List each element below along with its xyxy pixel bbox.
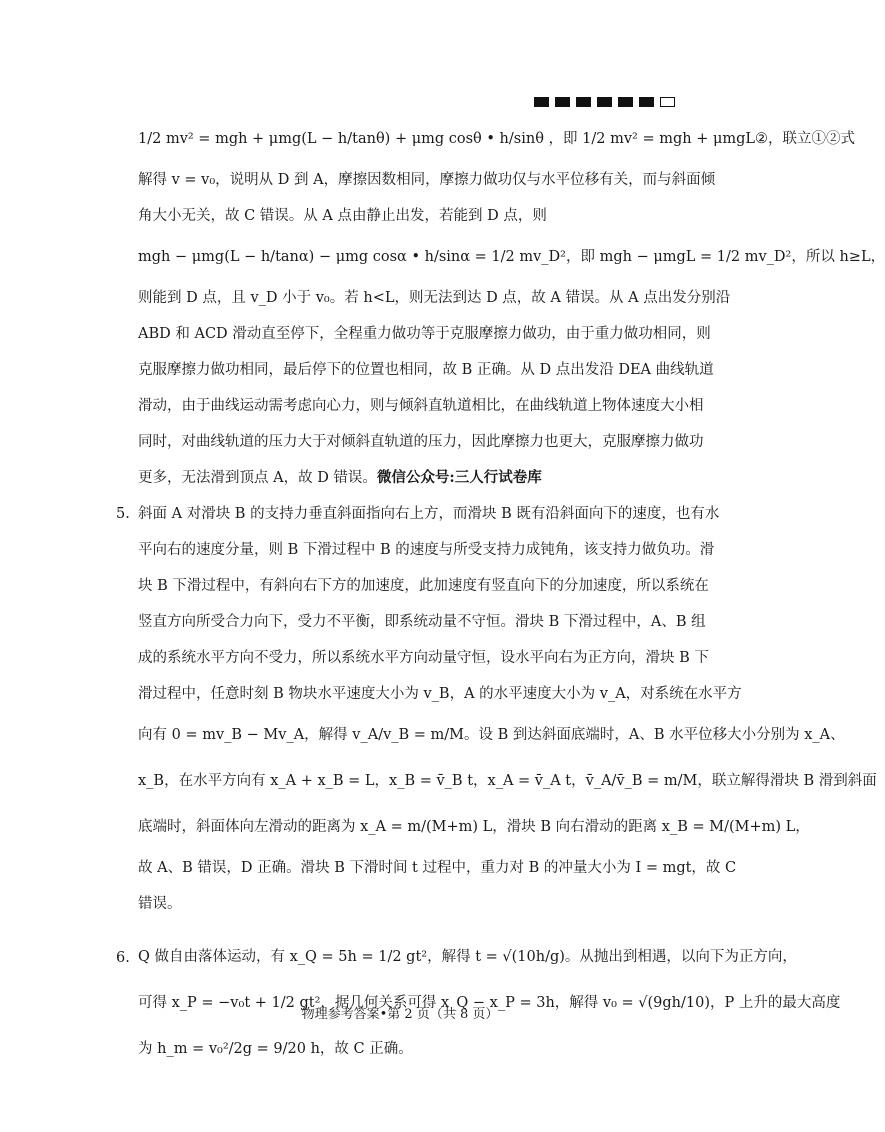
text-line: mgh − μmg(L − h/tanα) − μmg cosα • h/sinα = 1/2 mv_D²，即 mgh − μmgL = 1/2 mv_D²，所以 h≥L， — [138, 249, 885, 265]
text-line: 滑动，由于曲线运动需考虑向心力，则与倾斜直轨道相比，在曲线轨道上物体速度大小相 — [138, 398, 704, 414]
section-4-last-line — [138, 460, 698, 496]
text-line: 块 B 下滑过程中，有斜向右下方的加速度，此加速度有竖直向下的分加速度，所以系统在 — [138, 578, 709, 594]
watermark-text: 微信公众号:三人行试卷库 — [376, 469, 542, 486]
text-line: 平向右的速度分量，则 B 下滑过程中 B 的速度与所受支持力成钝角，该支持力做负功。滑 — [138, 542, 715, 558]
header-mark-filled — [534, 97, 549, 107]
text-line: 滑过程中，任意时刻 B 物块水平速度大小为 v_B，A 的水平速度大小为 v_A，对系统在水平方 — [138, 686, 742, 702]
text-line: 1/2 mv² = mgh + μmg(L − h/tanθ) + μmg cosθ • h/sinθ ，即 1/2 mv² = mgh + μmgL②，联立①②式 — [138, 131, 856, 147]
text-line: x_B，在水平方向有 x_A + x_B = L，x_B = v̄_B t，x_A = v̄_A t，v̄_A/v̄_B = m/M，联立解得滑块 B 滑到斜面 — [138, 773, 877, 789]
question-6-number: 6. — [116, 950, 130, 966]
section-4-continuation — [138, 116, 885, 460]
text-line: 成的系统水平方向不受力，所以系统水平方向动量守恒，设水平向右为正方向，滑块 B 下 — [138, 650, 709, 666]
header-mark-filled — [597, 97, 612, 107]
page-content — [116, 116, 885, 1072]
text-line: ABD 和 ACD 滑动直至停下，全程重力做功等于克服摩擦力做功，由于重力做功相同，则 — [138, 326, 711, 342]
text-line: 底端时，斜面体向左滑动的距离为 x_A = m/(M+m) L，滑块 B 向右滑动的距离 x_B = M/(M+m) L， — [138, 819, 810, 835]
text-line: 克服摩擦力做功相同，最后停下的位置也相同，故 B 正确。从 D 点出发沿 DEA 曲线轨道 — [138, 362, 714, 378]
header-marks — [534, 97, 675, 107]
section-4-last-text: 更多，无法滑到顶点 A，故 D 错误。 — [138, 470, 377, 486]
text-line: 则能到 D 点，且 v_D 小于 v₀。若 h<L，则无法到达 D 点，故 A 错误。从 A 点出发分别沿 — [138, 290, 731, 306]
text-line: Q 做自由落体运动，有 x_Q = 5h = 1/2 gt²，解得 t = √(10h/g)。从抛出到相遇，以向下为正方向， — [138, 949, 797, 965]
text-line: 向有 0 = mv_B − Mv_A，解得 v_A/v_B = m/M。设 B 到达斜面底端时，A、B 水平位移大小分别为 x_A、 — [138, 727, 845, 743]
text-line: 故 A、B 错误，D 正确。滑块 B 下滑时间 t 过程中，重力对 B 的冲量大小为 I = mgt，故 C — [138, 860, 737, 876]
text-line: 同时，对曲线轨道的压力大于对倾斜直轨道的压力，因此摩擦力也更大，克服摩擦力做功 — [138, 434, 704, 450]
text-line: 错误。 — [138, 896, 182, 912]
text-line: 角大小无关，故 C 错误。从 A 点由静止出发，若能到 D 点，则 — [138, 208, 547, 224]
question-5-number: 5. — [116, 506, 130, 522]
text-line: 为 h_m = v₀²/2g = 9/20 h，故 C 正确。 — [138, 1041, 413, 1057]
header-mark-hollow — [660, 97, 675, 107]
header-mark-filled — [618, 97, 633, 107]
text-line: 可得 x_P = −v₀t + 1/2 gt²，据几何关系可得 x_Q − x_P = 3h，解得 v₀ = √(9gh/10)，P 上升的最大高度 — [138, 995, 841, 1011]
header-mark-filled — [555, 97, 570, 107]
text-line: 斜面 A 对滑块 B 的支持力垂直斜面指向右上方，而滑块 B 既有沿斜面向下的速度，也有水 — [138, 506, 720, 522]
question-5 — [116, 496, 877, 922]
header-mark-filled — [576, 97, 591, 107]
page-footer: 物理参考答案•第 2 页（共 8 页） — [301, 1007, 499, 1022]
text-line: 解得 v = v₀，说明从 D 到 A，摩擦因数相同，摩擦力做功仅与水平位移有关，而与斜面倾 — [138, 172, 716, 188]
header-mark-filled — [639, 97, 654, 107]
text-line: 竖直方向所受合力向下，受力不平衡，即系统动量不守恒。滑块 B 下滑过程中，A、B 组 — [138, 614, 706, 630]
